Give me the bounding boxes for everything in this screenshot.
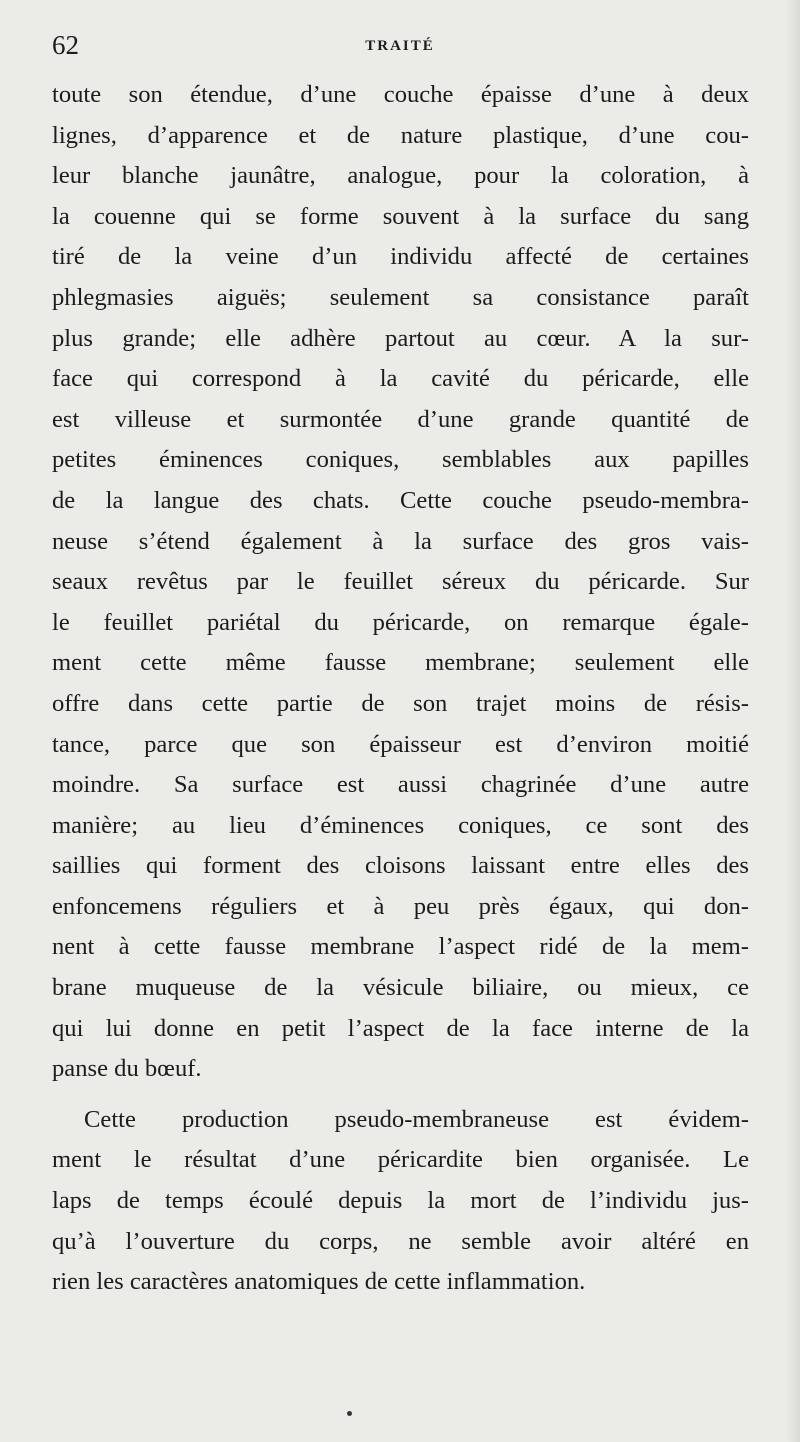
text-line: qu’à l’ouverture du corps, ne semble avoir altéré en — [52, 1227, 749, 1255]
body-text — [52, 75, 749, 1303]
text-line: phlegmasies aiguës; seulement sa consistance paraît — [52, 283, 749, 311]
text-line: offre dans cette partie de son trajet moins de résis- — [52, 689, 749, 717]
text-line: moindre. Sa surface est aussi chagrinée d’une autre — [52, 771, 749, 799]
text-line: toute son étendue, d’une couche épaisse d’une à deux — [52, 81, 749, 108]
text-line: lignes, d’apparence et de nature plastique, d’une cou- — [52, 121, 749, 149]
text-line: tiré de la veine d’un individu affecté de certaines — [52, 243, 749, 271]
text-line: ment cette même fausse membrane; seulement elle — [52, 649, 749, 677]
running-head: TRAITÉ — [365, 38, 435, 54]
text-line: panse du bœuf. — [52, 1055, 202, 1083]
paragraph-2 — [52, 1100, 749, 1303]
text-line: ment le résultat d’une péricardite bien organisée. Le — [52, 1146, 749, 1174]
paragraph-1 — [52, 75, 749, 1090]
text-line: rien les caractères anatomiques de cette inflammation. — [52, 1268, 586, 1296]
text-line: de la langue des chats. Cette couche pseudo-membra- — [52, 486, 749, 514]
text-line: Cette production pseudo-membraneuse est évidem- — [84, 1105, 749, 1133]
text-line: qui lui donne en petit l’aspect de la face interne de la — [52, 1014, 749, 1042]
text-line: enfoncemens réguliers et à peu près égaux, qui don- — [52, 892, 749, 920]
text-line: la couenne qui se forme souvent à la surface du sang — [52, 202, 749, 230]
text-line: est villeuse et surmontée d’une grande quantité de — [52, 405, 749, 433]
text-line: le feuillet pariétal du péricarde, on remarque égale- — [52, 608, 749, 636]
text-line: laps de temps écoulé depuis la mort de l’individu jus- — [52, 1187, 749, 1215]
page-number: 62 — [52, 30, 79, 60]
page-edge-shadow — [786, 0, 800, 1442]
text-line: petites éminences coniques, semblables aux papilles — [52, 446, 749, 474]
text-line: manière; au lieu d’éminences coniques, ce sont des — [52, 811, 749, 839]
text-line: leur blanche jaunâtre, analogue, pour la coloration, à — [52, 162, 749, 190]
text-line: saillies qui forment des cloisons laissant entre elles des — [52, 852, 749, 880]
text-line: tance, parce que son épaisseur est d’environ moitié — [52, 730, 749, 758]
text-line: seaux revêtus par le feuillet séreux du péricarde. Sur — [52, 568, 749, 596]
text-line: plus grande; elle adhère partout au cœur. A la sur- — [52, 324, 749, 352]
text-line: nent à cette fausse membrane l’aspect ridé de la mem- — [52, 933, 749, 961]
ink-speck — [347, 1411, 352, 1416]
text-line: face qui correspond à la cavité du péricarde, elle — [52, 365, 749, 393]
text-line: brane muqueuse de la vésicule biliaire, ou mieux, ce — [52, 974, 749, 1002]
text-line: neuse s’étend également à la surface des gros vais- — [52, 527, 749, 555]
